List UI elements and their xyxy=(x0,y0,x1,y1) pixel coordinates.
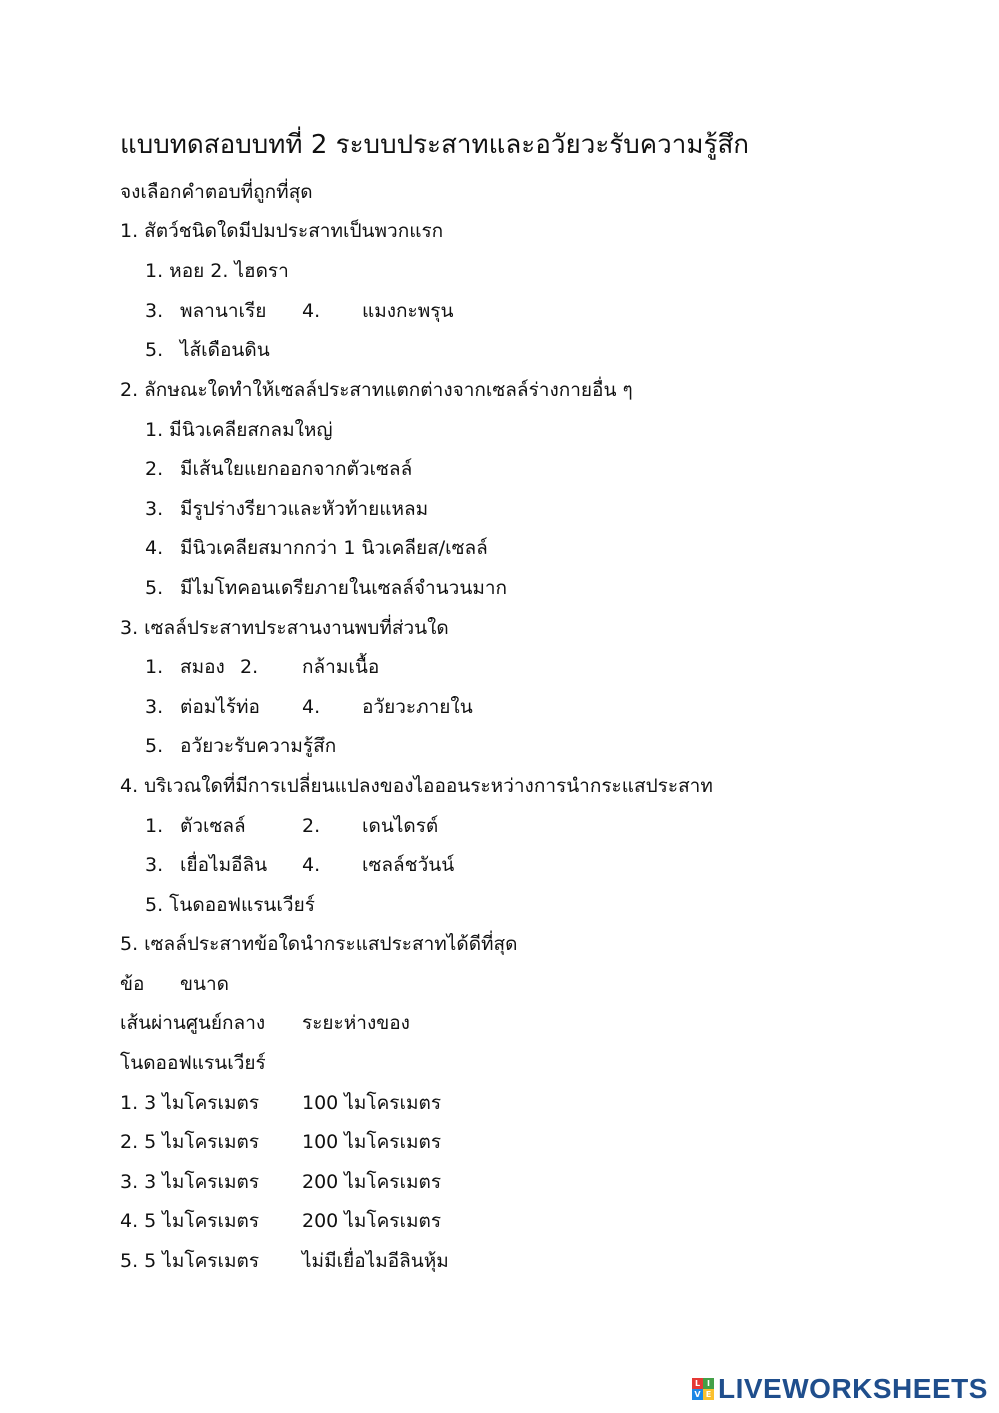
q5-option-diameter: 2. 5 ไมโครเมตร xyxy=(120,1131,260,1153)
question-2: 2. ลักษณะใดทำให้เซลล์ประสาทแตกต่างจากเซลล์ร่างกายอื่น ๆ xyxy=(120,379,633,401)
q5-option-diameter: 4. 5 ไมโครเมตร xyxy=(120,1210,260,1232)
liveworksheets-logo-icon xyxy=(692,1378,714,1400)
q2-choice-5-number: 5. xyxy=(145,577,164,599)
q3-choice-4-number: 4. xyxy=(302,696,321,718)
q1-choice-1-2: 1. หอย 2. ไฮดรา xyxy=(145,260,289,282)
liveworksheets-wordmark: LIVEWORKSHEETS xyxy=(718,1373,988,1404)
q1-choice-3-text: พลานาเรีย xyxy=(180,300,267,322)
logo-tile: I xyxy=(703,1378,714,1389)
liveworksheets-logo[interactable] xyxy=(692,1372,988,1406)
q3-choice-5-number: 5. xyxy=(145,735,164,757)
q5-header-item: ข้อ xyxy=(120,973,145,995)
q5-option-diameter: 3. 3 ไมโครเมตร xyxy=(120,1171,260,1193)
q2-choice-5-text: มีไมโทคอนเดรียภายในเซลล์จำนวนมาก xyxy=(180,577,508,599)
q4-choice-2-text: เดนไดรต์ xyxy=(362,815,439,837)
q4-choice-3-number: 3. xyxy=(145,854,164,876)
q5-option-distance: 200 ไมโครเมตร xyxy=(302,1171,442,1193)
q3-choice-2-number: 2. xyxy=(240,656,259,678)
q5-option-distance: 100 ไมโครเมตร xyxy=(302,1131,442,1153)
q5-header-distance: ระยะห่างของ xyxy=(302,1012,410,1034)
q3-choice-1-text: สมอง xyxy=(180,656,225,678)
worksheet-title: แบบทดสอบบทที่ 2 ระบบประสาทและอวัยวะรับความรู้สึก xyxy=(120,130,750,160)
q1-choice-5-number: 5. xyxy=(145,339,164,361)
q2-choice-3-number: 3. xyxy=(145,498,164,520)
q2-choice-4-number: 4. xyxy=(145,537,164,559)
q4-choice-5: 5. โนดออฟแรนเวียร์ xyxy=(145,894,315,916)
logo-tile: L xyxy=(692,1378,703,1389)
q5-option-distance: 200 ไมโครเมตร xyxy=(302,1210,442,1232)
q1-choice-4-number: 4. xyxy=(302,300,321,322)
instruction-text: จงเลือกคำตอบที่ถูกที่สุด xyxy=(120,181,313,203)
q4-choice-4-text: เซลล์ชวันน์ xyxy=(362,854,455,876)
q2-choice-3-text: มีรูปร่างรียาวและหัวท้ายแหลม xyxy=(180,498,429,520)
q5-header-size: ขนาด xyxy=(180,973,229,995)
q5-option-diameter: 5. 5 ไมโครเมตร xyxy=(120,1250,260,1272)
question-1: 1. สัตว์ชนิดใดมีปมประสาทเป็นพวกแรก xyxy=(120,220,444,242)
q3-choice-1-number: 1. xyxy=(145,656,164,678)
q3-choice-3-text: ต่อมไร้ท่อ xyxy=(180,696,260,718)
q4-choice-1-text: ตัวเซลล์ xyxy=(180,815,246,837)
q3-choice-3-number: 3. xyxy=(145,696,164,718)
logo-tile: E xyxy=(703,1389,714,1400)
q1-choice-4-text: แมงกะพรุน xyxy=(362,300,454,322)
q2-choice-1: 1. มีนิวเคลียสกลมใหญ่ xyxy=(145,419,333,441)
q1-choice-5-text: ไส้เดือนดิน xyxy=(180,339,270,361)
q4-choice-3-text: เยื่อไมอีลิน xyxy=(180,854,268,876)
q1-choice-3-number: 3. xyxy=(145,300,164,322)
q5-option-diameter: 1. 3 ไมโครเมตร xyxy=(120,1092,260,1114)
q2-choice-2-text: มีเส้นใยแยกออกจากตัวเซลล์ xyxy=(180,458,413,480)
q5-header-diameter: เส้นผ่านศูนย์กลาง xyxy=(120,1012,266,1034)
q2-choice-4-text: มีนิวเคลียสมากกว่า 1 นิวเคลียส/เซลล์ xyxy=(180,537,488,559)
q3-choice-4-text: อวัยวะภายใน xyxy=(362,696,473,718)
q3-choice-5-text: อวัยวะรับความรู้สึก xyxy=(180,735,337,757)
question-4: 4. บริเวณใดที่มีการเปลี่ยนแปลงของไอออนระหว่างการนำกระแสประสาท xyxy=(120,775,713,797)
q4-choice-2-number: 2. xyxy=(302,815,321,837)
q5-option-distance: 100 ไมโครเมตร xyxy=(302,1092,442,1114)
q5-header-node: โนดออฟแรนเวียร์ xyxy=(120,1052,266,1074)
q5-option-distance: ไม่มีเยื่อไมอีลินหุ้ม xyxy=(302,1250,449,1272)
q2-choice-2-number: 2. xyxy=(145,458,164,480)
logo-tile: V xyxy=(692,1389,703,1400)
q4-choice-4-number: 4. xyxy=(302,854,321,876)
q4-choice-1-number: 1. xyxy=(145,815,164,837)
q3-choice-2-text: กล้ามเนื้อ xyxy=(302,656,380,678)
question-5: 5. เซลล์ประสาทข้อใดนำกระแสประสาทได้ดีที่สุด xyxy=(120,933,518,955)
question-3: 3. เซลล์ประสาทประสานงานพบที่ส่วนใด xyxy=(120,617,449,639)
